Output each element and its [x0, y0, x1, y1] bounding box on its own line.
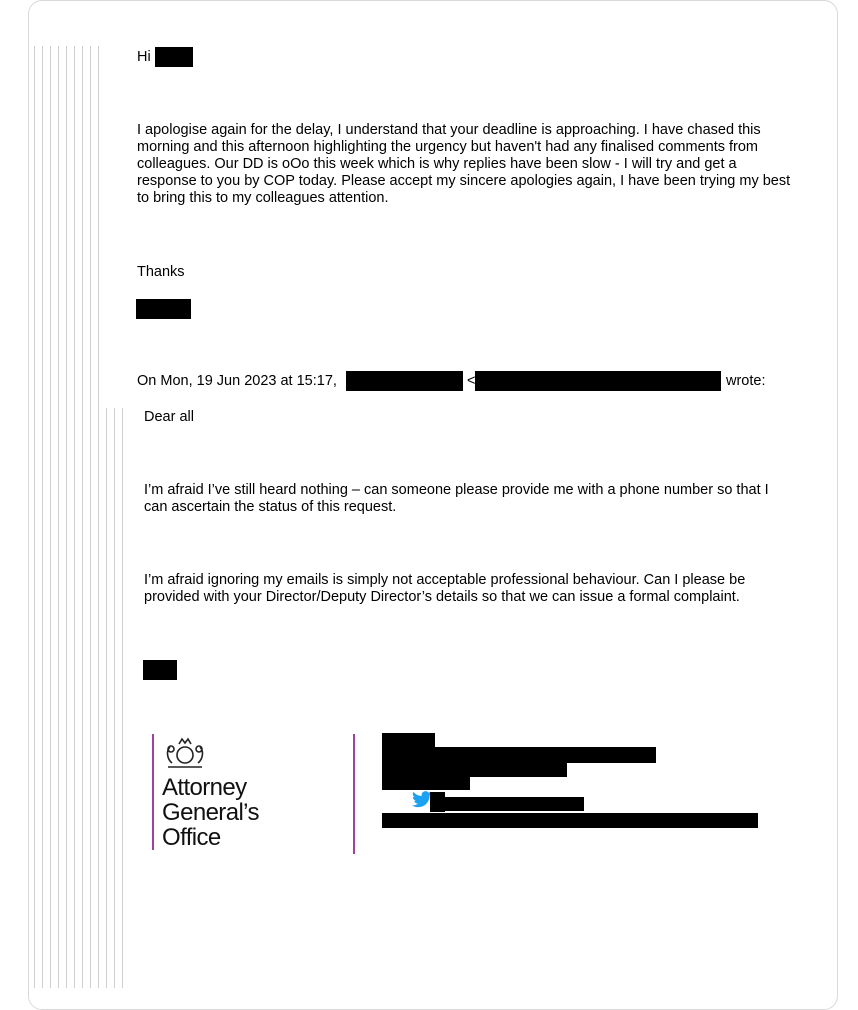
org-name-line-3: Office — [162, 824, 221, 851]
redacted-signature-name — [382, 733, 435, 748]
redacted-recipient-name — [155, 47, 193, 67]
royal-crest-icon — [162, 735, 208, 771]
signature-logo-bar — [152, 734, 154, 850]
organisation-logo-text — [162, 775, 259, 850]
redacted-signature-website[interactable] — [382, 813, 758, 828]
redacted-twitter-handle[interactable] — [445, 797, 584, 811]
org-name-line-1: Attorney — [162, 774, 247, 801]
greeting-text: Hi — [137, 49, 151, 65]
org-name-line-2: General’s — [162, 799, 259, 826]
redacted-quoted-sender-email — [475, 371, 721, 391]
quote-header-prefix: On Mon, 19 Jun 2023 at 15:17, — [137, 373, 337, 389]
quoted-paragraph-2: I’m afraid ignoring my emails is simply not acceptable professional behaviour. Can I please be provided with your Director/Deputy Director’s details so that we can issue a formal complaint. — [144, 572, 746, 605]
nested-quote-indent-lines — [34, 408, 130, 988]
redacted-sender-name — [136, 299, 191, 319]
redacted-quoted-signoff-name — [143, 660, 177, 680]
quote-header-suffix: wrote: — [726, 373, 766, 389]
twitter-icon[interactable] — [412, 791, 432, 808]
redacted-signature-title — [382, 747, 656, 763]
signoff-text: Thanks — [137, 264, 185, 280]
quote-header-lt: < — [467, 373, 476, 389]
quoted-paragraph-1: I’m afraid I’ve still heard nothing – can someone please provide me with a phone number so that I can ascertain the status of this request. — [144, 482, 769, 515]
redacted-signature-phone — [382, 776, 470, 790]
quoted-greeting: Dear all — [144, 409, 194, 425]
reply-body-paragraph: I apologise again for the delay, I understand that your deadline is approaching. I have chased this morning and this afternoon highlighting the urgency but haven't had any finalised comments from colleagues. Our DD is oOo this week which is why replies have been slow - I will try and get a response to you by COP today. Please accept my sincere apologies again, I have been trying my best to bring this to my colleagues attention. — [137, 122, 791, 206]
signature-divider — [353, 734, 355, 854]
redacted-signature-department — [382, 762, 567, 777]
redacted-twitter-link-prefix — [430, 792, 445, 812]
redacted-quoted-sender-name — [346, 371, 463, 391]
